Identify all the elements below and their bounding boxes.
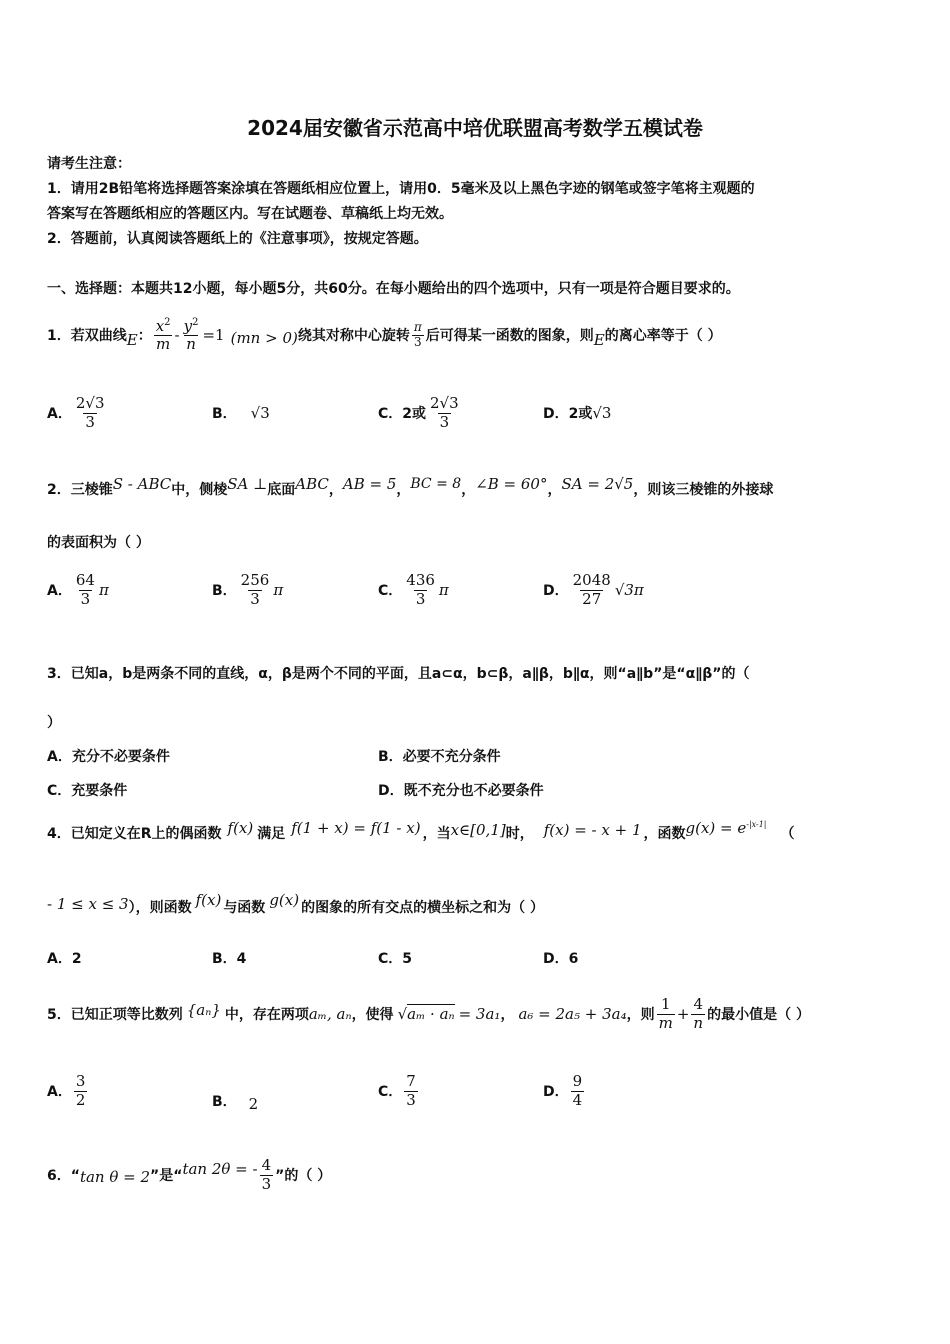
question-4 <box>47 815 795 851</box>
q5-text-3: ，使得 <box>351 1007 394 1023</box>
q1-frac-y: $\frac{y^2}{n}$ <box>183 316 199 353</box>
q5-text-5: 的最小值是（ ） <box>707 1007 810 1023</box>
q1-text-2: 绕其对称中心旋转 <box>297 328 410 344</box>
q5-eq: = 3a₁ <box>458 1005 501 1023</box>
q2-option-c-label: C． <box>378 583 403 599</box>
q4-symmetry: f(1 + x) = f(1 - x) <box>291 819 421 837</box>
q1-option-a-value: $\frac{2√3}{3}$ <box>75 394 105 431</box>
q1-option-c[interactable] <box>378 388 463 438</box>
q1-colon: ： <box>137 328 152 344</box>
q1-text-1: 1．若双曲线 <box>47 328 127 344</box>
question-3: 3．已知a，b是两条不同的直线，α，β是两个不同的平面，且a⊂α，b⊂β，a∥β，b∥α，则“a∥b”是“α∥β”的（ <box>47 666 750 682</box>
q2-option-b-label: B． <box>212 583 237 599</box>
q4-text-1: 4．已知定义在R上的偶函数 <box>47 826 222 842</box>
question-1: 1．若双曲线 E ： $\frac{x^2}{m}$ - $\frac{y^2}{n}$ =1 (mn > 0) 绕其对称中心旋转 $\frac{\pi}{3}$ 后可得某一函数的图象，则 E 的离心率等于（ ） <box>47 316 722 353</box>
q5-radicand: aₘ · aₙ <box>407 1005 455 1023</box>
q5-option-b-value: 2 <box>248 1095 259 1113</box>
q2-bc: BC = 8 <box>410 476 462 492</box>
q5-option-a[interactable] <box>47 1066 89 1116</box>
q3-option-a[interactable]: A．充分不必要条件 <box>47 749 170 765</box>
q2-sa-length: SA = 2√5 <box>561 475 634 493</box>
notice-line-1: 1．请用2B铅笔将选择题答案涂填在答题纸相应位置上，请用0．5毫米及以上黑色字迹的钢笔或签字笔将主观题的 <box>47 181 755 197</box>
q5-option-c-label: C． <box>378 1084 403 1100</box>
q5-text-2: 中，存在两项 <box>224 1007 309 1023</box>
q5-option-a-value: $\frac{3}{2}$ <box>75 1072 86 1109</box>
q2-option-b[interactable] <box>212 565 283 615</box>
q5-option-c[interactable] <box>378 1066 420 1116</box>
q1-option-a-label: A． <box>47 406 72 422</box>
q2-option-d-label: D． <box>543 583 569 599</box>
q3-option-d[interactable]: D．既不充分也不必要条件 <box>378 783 544 799</box>
q6-condition-1: tan θ = 2 <box>79 1168 151 1186</box>
q1-frac-pi3: $\frac{\pi}{3}$ <box>413 319 422 349</box>
q4-option-c[interactable]: C．5 <box>378 951 413 967</box>
q6-condition-2: tan 2θ = - <box>182 1160 258 1178</box>
q2-option-a-label: A． <box>47 583 72 599</box>
q1-E-2: E <box>593 331 605 349</box>
q5-option-b-label: B． <box>212 1094 237 1110</box>
q4-gx-exp: -|x-1| <box>746 820 767 829</box>
q6-frac: $\frac{4}{3}$ <box>261 1156 272 1193</box>
q1-option-d-label: D．2或 <box>543 406 593 422</box>
q2-option-a-value: $\frac{64}{3}$ <box>75 571 95 608</box>
q5-sequence: {aₙ} <box>186 1001 221 1019</box>
q2-option-c[interactable] <box>378 565 449 615</box>
notice-line-1b: 答案写在答题纸相应的答题区内。写在试题卷、草稿纸上均无效。 <box>47 206 453 222</box>
q5-frac-1m: $\frac{1}{m}$ <box>658 995 673 1032</box>
q2-pyramid: S - ABC <box>112 475 172 493</box>
q4-gx-base: g(x) = e <box>685 819 747 837</box>
q1-option-b-label: B． <box>212 406 237 422</box>
q2-text-3: 底面 <box>267 482 296 498</box>
q4-option-d[interactable]: D．6 <box>543 951 579 967</box>
q4-text-7: 与函数 <box>223 900 266 916</box>
q2-option-c-pi: π <box>438 581 449 599</box>
q4-option-b[interactable]: B．4 <box>212 951 247 967</box>
q4-line-2 <box>47 889 544 925</box>
q5-text-1: 5．已知正项等比数列 <box>47 1007 183 1023</box>
q2-text-4: ，则该三棱锥的外接球 <box>633 482 774 498</box>
q1-option-d[interactable] <box>543 398 611 428</box>
q2-sa-perp: SA ⊥ <box>227 475 268 493</box>
q4-gx-2: g(x) <box>269 891 300 909</box>
question-6 <box>47 1150 331 1200</box>
q1-option-c-label: C．2或 <box>378 406 427 422</box>
q4-range: - 1 ≤ x ≤ 3 <box>47 895 129 913</box>
q1-option-d-value: √3 <box>592 404 612 422</box>
section-heading: 一、选择题：本题共12小题，每小题5分，共60分。在每小题给出的四个选项中，只有一项是符合题目要求的。 <box>47 281 740 297</box>
q4-domain: x∈[0,1] <box>450 821 506 839</box>
q4-text-3: ，当 <box>422 826 451 842</box>
q2-option-b-value: $\frac{256}{3}$ <box>240 571 270 608</box>
q2-option-b-pi: π <box>273 581 284 599</box>
q5-terms: aₘ, aₙ <box>308 1005 352 1023</box>
q1-text-3: 后可得某一函数的图象，则 <box>425 328 594 344</box>
q4-text-8: 的图象的所有交点的横坐标之和为（ ） <box>301 900 544 916</box>
q6-text-1: 6．“ <box>47 1168 80 1184</box>
q5-option-d-value: $\frac{9}{4}$ <box>572 1072 583 1109</box>
q1-option-b[interactable] <box>212 398 270 428</box>
q2-text-2: 中，侧棱 <box>171 482 228 498</box>
q1-condition: (mn > 0) <box>230 329 298 347</box>
q2-angle: ∠B = 60° <box>475 475 548 493</box>
q1-E: E <box>126 331 138 349</box>
q5-option-c-value: $\frac{7}{3}$ <box>406 1072 416 1109</box>
q4-text-2: 满足 <box>257 826 286 842</box>
question-5: 5．已知正项等比数列 {aₙ} 中，存在两项 aₘ, aₙ ，使得 √aₘ · aₙ = 3a₁ ， a₆ = 2a₅ + 3a₄ ，则 $\frac{1}{m}$ + $\frac{4}{n}$ 的最小值是（ ） <box>47 995 810 1032</box>
q5-radical: √aₘ · aₙ <box>397 1005 455 1023</box>
notice-line-2: 2．答题前，认真阅读答题纸上的《注意事项》，按规定答题。 <box>47 231 428 247</box>
q1-option-a[interactable] <box>47 388 109 438</box>
q4-gx-def <box>685 819 766 837</box>
page-title: 2024届安徽省示范高中培优联盟高考数学五模试卷 <box>247 116 703 140</box>
q2-base: ABC <box>295 475 329 493</box>
q3-close: ） <box>47 715 61 731</box>
q5-eq2: a₆ = 2a₅ + 3a₄ <box>518 1005 627 1023</box>
q2-option-d[interactable] <box>543 565 644 615</box>
q2-option-d-value: $\frac{2048}{27}$ <box>572 571 611 608</box>
q4-open-paren: （ <box>780 826 795 842</box>
q4-fx-2: f(x) <box>195 891 222 909</box>
q4-option-a[interactable]: A．2 <box>47 951 82 967</box>
q2-option-c-value: $\frac{436}{3}$ <box>406 571 435 608</box>
q2-ab: AB = 5 <box>342 475 397 493</box>
q5-frac-4n: $\frac{4}{n}$ <box>693 995 704 1032</box>
q2-option-a[interactable] <box>47 565 109 615</box>
q4-text-6: ），则函数 <box>128 900 192 916</box>
question-2: 2．三棱锥 S - ABC 中，侧棱 SA ⊥ 底面 ABC ， AB = 5 ， BC = 8 ， ∠B = 60° ， SA = 2√5 ，则该三棱锥的外接球 <box>47 475 774 498</box>
q1-frac-x: $\frac{x^2}{m}$ <box>155 316 171 353</box>
q2-text-1: 2．三棱锥 <box>47 482 113 498</box>
q6-text-2: ”是“ <box>150 1168 183 1184</box>
q5-option-d[interactable] <box>543 1066 586 1116</box>
q4-fx: f(x) <box>227 819 254 837</box>
q4-fx-def: f(x) = - x + 1 <box>543 821 642 839</box>
q4-text-4: 时， <box>505 826 534 842</box>
q2-option-d-pi: √3π <box>614 581 644 599</box>
q5-option-d-label: D． <box>543 1084 569 1100</box>
q4-text-5: ，函数 <box>643 826 686 842</box>
q2-option-a-pi: π <box>98 581 109 599</box>
q5-option-b[interactable] <box>212 1076 258 1126</box>
q5-text-4: ，则 <box>626 1007 655 1023</box>
q1-option-b-value: √3 <box>250 404 270 422</box>
q5-plus: + <box>676 1005 690 1023</box>
q2-text-5: 的表面积为（ ） <box>47 535 150 551</box>
q5-option-a-label: A． <box>47 1084 72 1100</box>
q6-text-3: ”的（ ） <box>275 1168 332 1184</box>
q1-text-4: 的离心率等于（ ） <box>604 328 722 344</box>
q3-option-c[interactable]: C．充要条件 <box>47 783 128 799</box>
q1-option-c-value: $\frac{2√3}{3}$ <box>430 394 459 431</box>
q3-option-b[interactable]: B．必要不充分条件 <box>378 749 501 765</box>
notice-heading: 请考生注意： <box>47 156 131 172</box>
